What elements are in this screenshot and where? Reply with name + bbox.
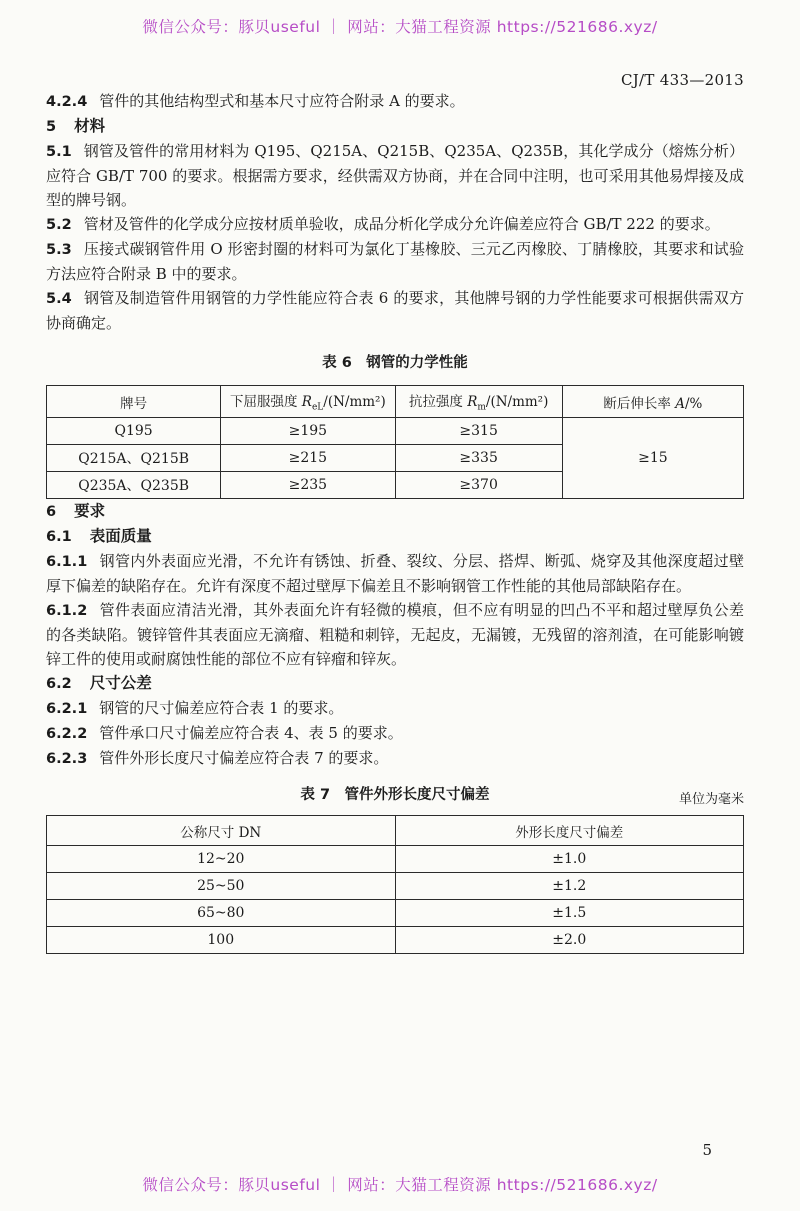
clause-number: 6.2.2 [46,726,88,742]
cell-elongation-merged: ≥15 [562,418,743,499]
clause-text: 钢管及管件的常用材料为 Q195、Q215A、Q215B、Q235A、Q235B，其化学成分（熔炼分析）应符合 GB/T 700 的要求。根据需方要求，经供需双方协商，并在合同中注明，也可采用其他易焊接及成型的牌号钢。 [46,142,744,209]
clause-5-4 [46,286,744,335]
table6-header-row [47,386,744,418]
clause-text: 钢管内外表面应光滑，不允许有锈蚀、折叠、裂纹、分层、搭焊、断弧、烧穿及其他深度超过壁厚下偏差的缺陷存在。允许有深度不超过壁厚下偏差且不影响钢管工作性能的其他局部缺陷存在。 [46,552,744,595]
heading-title: 尺寸公差 [89,674,152,692]
clause-number: 6.2.3 [46,751,88,767]
clause-number: 6.2.1 [46,701,88,717]
clause-text: 管材及管件的化学成分应按材质单验收，成品分析化学成分允许偏差应符合 GB/T 222 的要求。 [83,215,720,233]
cell-deviation: ±1.0 [395,846,744,873]
clause-number: 5.3 [46,242,72,258]
cell-deviation: ±1.2 [395,873,744,900]
clause-6-1-2 [46,598,744,671]
table7-col-nominal-size: 公称尺寸 DN [47,816,396,846]
cell-size: 65~80 [47,900,396,927]
cell-grade: Q235A、Q235B [47,472,221,499]
heading-6-requirements [46,499,744,524]
clause-text: 钢管的尺寸偏差应符合表 1 的要求。 [99,699,344,717]
clause-6-2-2 [46,721,744,746]
table-row [47,846,744,873]
table-row [47,418,744,445]
clause-5-2 [46,212,744,237]
table-row [47,927,744,954]
heading-number: 6 [46,504,57,520]
table6 [46,385,744,499]
cell-grade: Q215A、Q215B [47,445,221,472]
cell-tensile: ≥370 [395,472,562,499]
table7-col-length-deviation: 外形长度尺寸偏差 [395,816,744,846]
heading-6-1-surface-quality [46,524,744,549]
clause-6-1-1 [46,549,744,598]
clause-5-1 [46,139,744,212]
table7-unit-note: 单位为毫米 [678,792,744,807]
cell-deviation: ±1.5 [395,900,744,927]
page-body [0,71,800,954]
cell-tensile: ≥315 [395,418,562,445]
table-row [47,873,744,900]
table7-title: 表 7 管件外形长度尺寸偏差 [300,787,490,803]
table-row [47,900,744,927]
heading-number: 6.1 [46,529,72,545]
clause-number: 5.1 [46,144,72,160]
clause-number: 4.2.4 [46,94,88,110]
footer-watermark: 微信公众号：豚贝useful ｜ 网站：大猫工程资源 https://521686.xyz/ [142,1176,658,1194]
table7 [46,815,744,954]
page-number: 5 [702,1141,712,1159]
clause-4-2-4 [46,89,744,114]
heading-number: 6.2 [46,676,72,692]
cell-yield: ≥235 [221,472,395,499]
clause-text: 管件承口尺寸偏差应符合表 4、表 5 的要求。 [99,724,403,742]
heading-title: 表面质量 [89,527,152,545]
table6-col-elongation: 断后伸长率 A/% [562,386,743,418]
table6-col-yield-strength: 下屈服强度 $R_{eL}/(N/mm^2)$ [221,386,395,418]
cell-yield: ≥215 [221,445,395,472]
clause-number: 5.4 [46,291,72,307]
clause-number: 5.2 [46,217,72,233]
heading-5-material [46,114,744,139]
clause-text: 钢管及制造管件用钢管的力学性能应符合表 6 的要求，其他牌号钢的力学性能要求可根据供需双方协商确定。 [46,289,744,332]
heading-title: 要求 [74,502,106,520]
table7-header-row [47,816,744,846]
clause-5-3 [46,237,744,286]
table6-col-tensile-strength: 抗拉强度 $R_m/(N/mm^2)$ [395,386,562,418]
clause-text: 管件表面应清洁光滑，其外表面允许有轻微的模痕，但不应有明显的凹凸不平和超过壁厚负公差的各类缺陷。镀锌管件其表面应无滴瘤、粗糙和刺锌，无起皮，无漏镀，无残留的溶剂渣，在可能影响镀锌工件的使用或耐腐蚀性能的部位不应有锌瘤和锌灰。 [46,601,744,668]
clause-number: 6.1.2 [46,603,88,619]
heading-title: 材料 [74,117,106,135]
cell-tensile: ≥335 [395,445,562,472]
clause-number: 6.1.1 [46,554,88,570]
table7-caption [46,785,744,805]
header-watermark: 微信公众号：豚贝useful ｜ 网站：大猫工程资源 https://521686.xyz/ [142,18,658,36]
heading-number: 5 [46,119,57,135]
clause-text: 管件外形长度尺寸偏差应符合表 7 的要求。 [99,749,389,767]
clause-6-2-3 [46,746,744,771]
clause-text: 压接式碳钢管件用 O 形密封圈的材料可为氯化丁基橡胶、三元乙丙橡胶、丁腈橡胶，其要求和试验方法应符合附录 B 中的要求。 [46,240,744,283]
clause-6-2-1 [46,696,744,721]
cell-size: 100 [47,927,396,954]
cell-size: 25~50 [47,873,396,900]
cell-deviation: ±2.0 [395,927,744,954]
cell-size: 12~20 [47,846,396,873]
clause-text: 管件的其他结构型式和基本尺寸应符合附录 A 的要求。 [99,92,465,110]
cell-grade: Q195 [47,418,221,445]
cell-yield: ≥195 [221,418,395,445]
table6-title: 表 6 钢管的力学性能 [322,355,468,371]
table6-col-grade: 牌号 [47,386,221,418]
doc-code: CJ/T 433—2013 [620,71,744,89]
heading-6-2-dimension-tolerance [46,671,744,696]
